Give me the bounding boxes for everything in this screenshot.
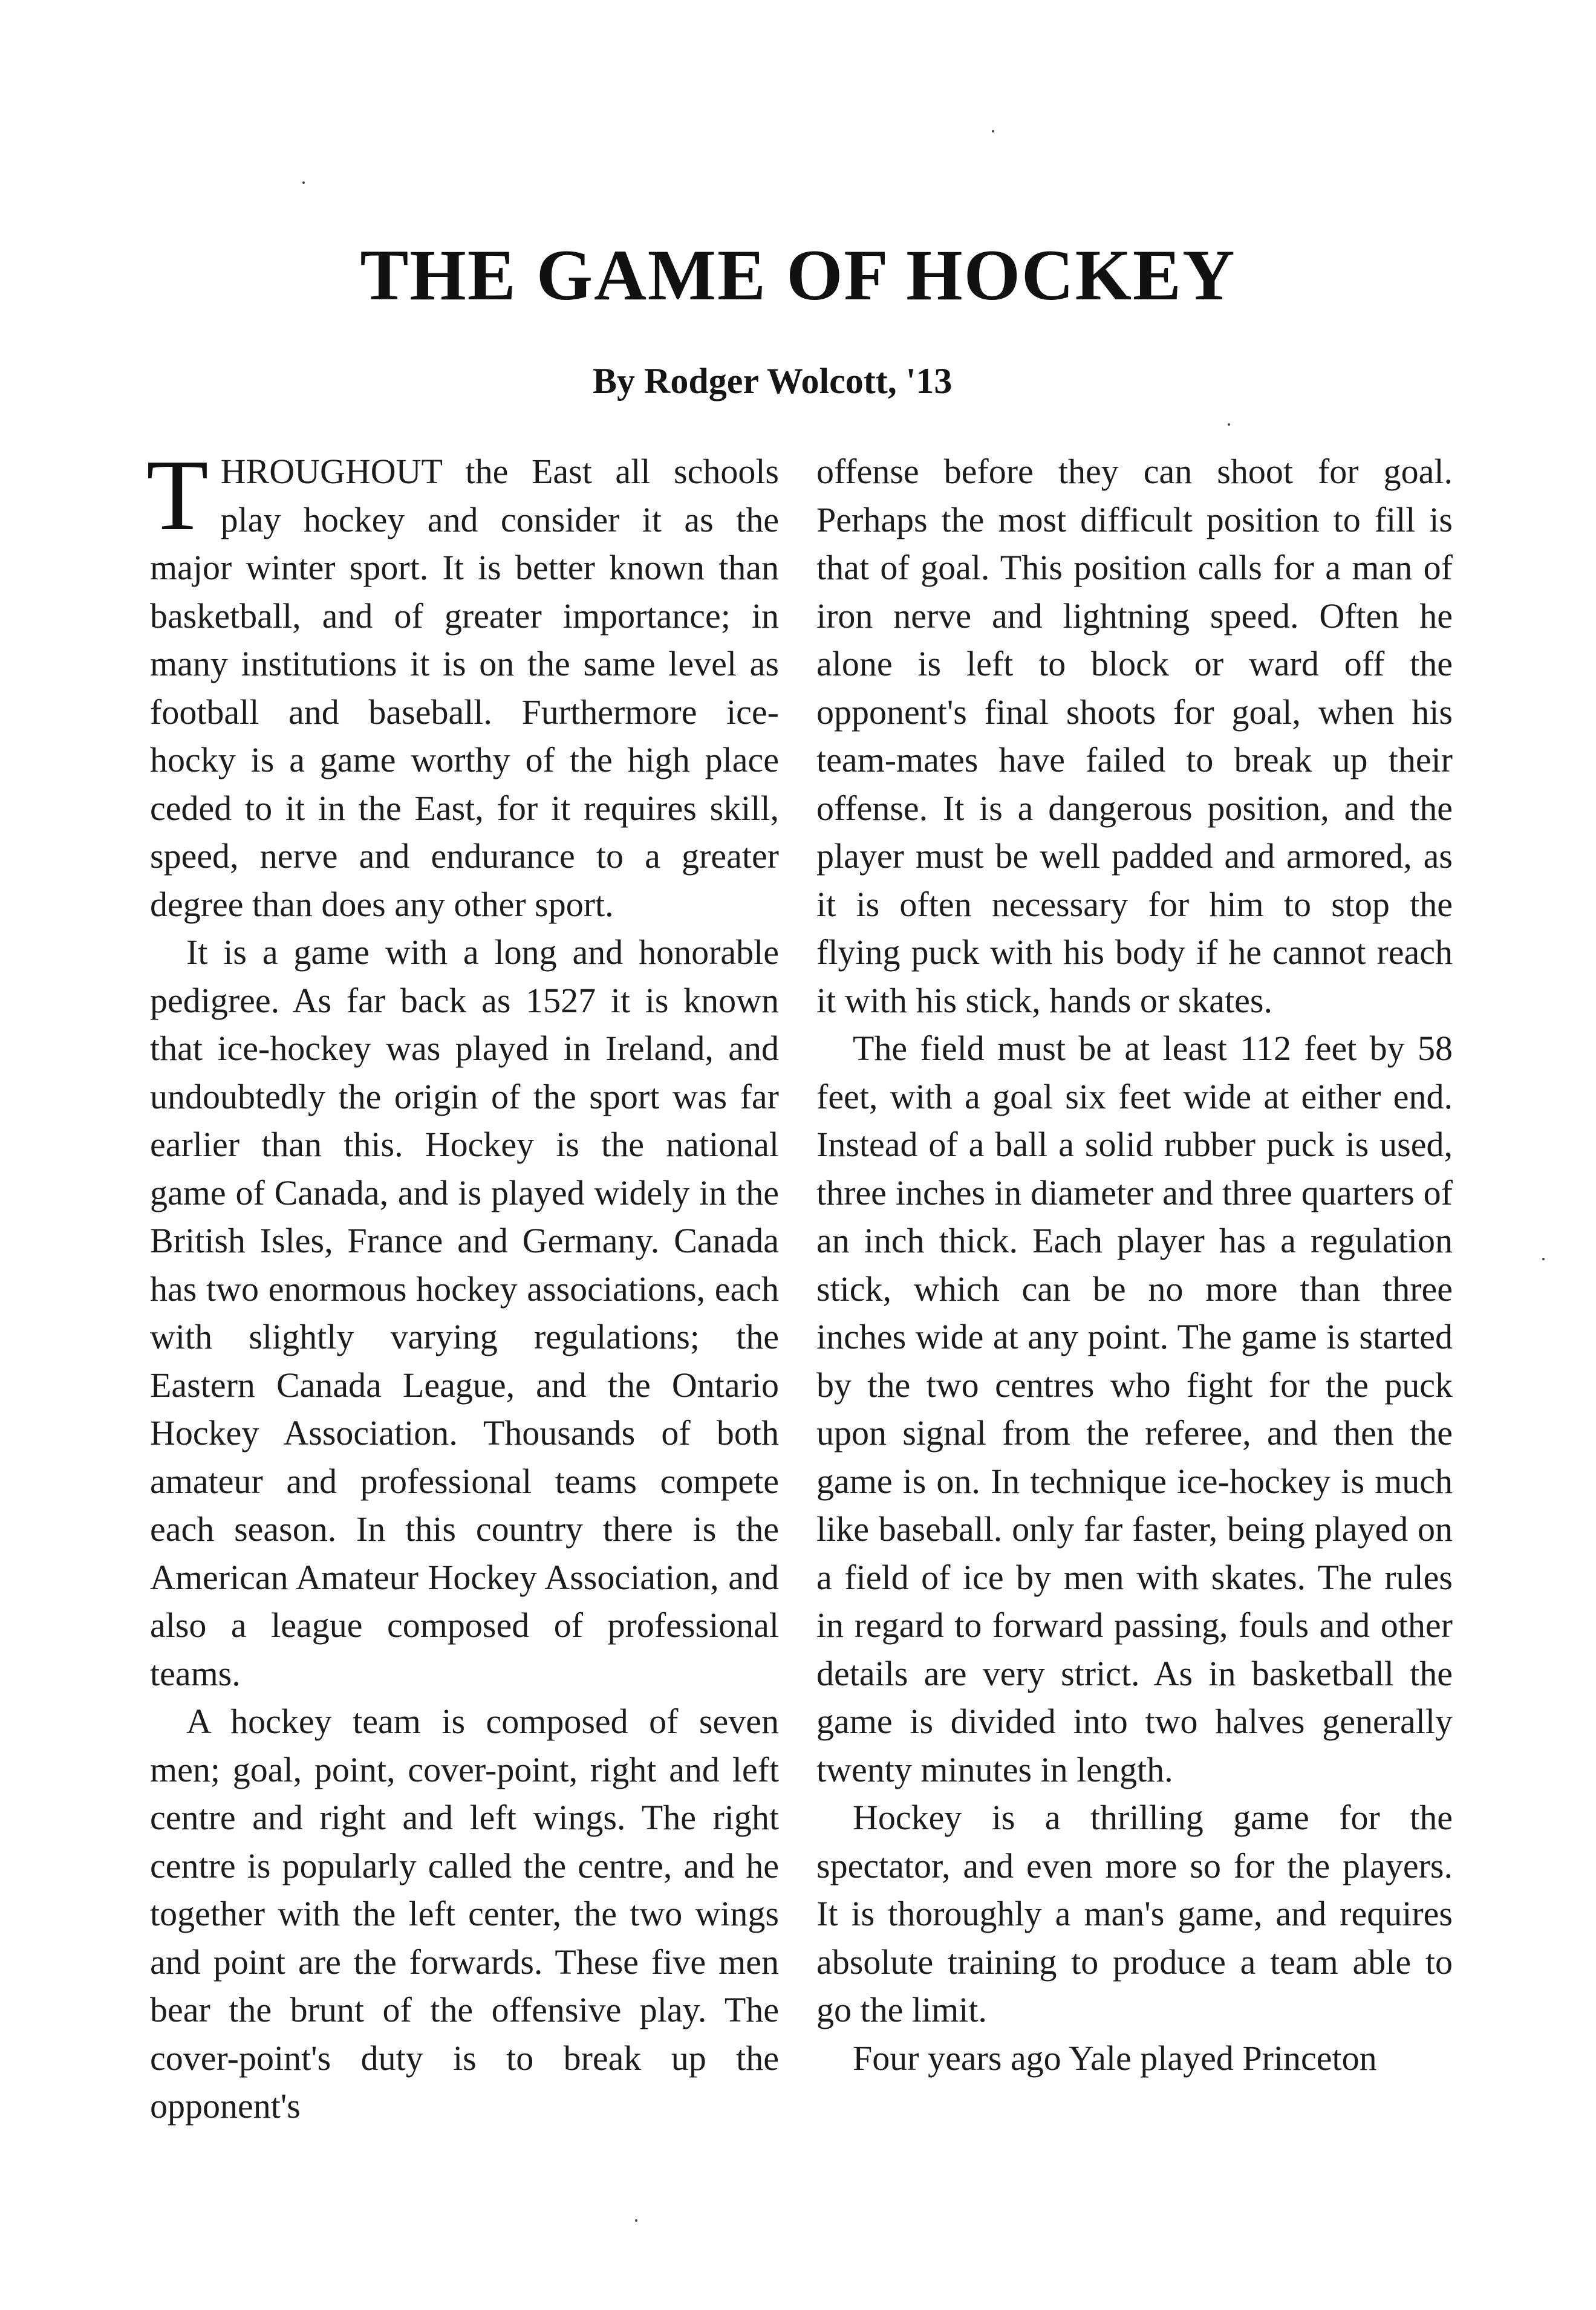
article-title: THE GAME OF HOCKEY bbox=[360, 235, 1236, 315]
drop-cap: T bbox=[146, 439, 209, 551]
paragraph-3: A hockey team is composed of seven men; goal, point, cover-point, right and left centre and right and left wings. The right centre is popularly called the centre, and he together with the left center, the two wings and point are the forwards. These five men bear the brunt of the offensive play. The cover-point's duty is to break up the opponent's bbox=[150, 1702, 779, 2126]
paragraph-1-text: HROUGHOUT the East all schools play hockey and consider it as the major winter sport. It is better known than basketball, and of greater importance; in many institutions it is on the same level as football and baseball. Furthermore ice-hocky is a game worthy of the high place ceded to it in the East, for it requires skill, speed, nerve and endurance to a greater degree than does any other sport. bbox=[150, 452, 779, 924]
right-column bbox=[816, 447, 1453, 2082]
paragraph-1 bbox=[146, 439, 779, 928]
scan-speck bbox=[1542, 1258, 1545, 1260]
article-byline: By Rodger Wolcott, '13 bbox=[593, 361, 953, 401]
paragraph-6: Hockey is a thrilling game for the spectator, and even more so for the players. It is thoroughly a man's game, and requires absolute training to produce a team able to go the limit. bbox=[816, 1798, 1453, 2029]
paragraph-7: Four years ago Yale played Princeton bbox=[853, 2038, 1377, 2078]
scan-speck bbox=[302, 181, 305, 184]
scan-speck bbox=[992, 130, 994, 132]
paragraph-5: The field must be at least 112 feet by 58 feet, with a goal six feet wide at either end. Instead of a ball a solid rubber puck is used, three inches in diameter and three quarters of an inch thick. Each player has a regulation stick, which can be no more than three inches wide at any point. The game is started by the two centres who fight for the puck upon signal from the referee, and then the game is on. In technique ice-hockey is much like baseball. only far faster, being played on a field of ice by men with skates. The rules in regard to forward passing, fouls and other details are very strict. As in basketball the game is divided into two halves generally twenty minutes in length. bbox=[816, 1029, 1453, 1789]
left-column bbox=[146, 439, 779, 2130]
paragraph-4-continued: offense before they can shoot for goal. Perhaps the most difficult position to fill is that of goal. This position calls for a man of iron nerve and lightning speed. Often he alone is left to block or ward off the opponent's final shoots for goal, when his team-mates have failed to break up their offense. It is a dangerous position, and the player must be well padded and armored, as it is often necessary for him to stop the flying puck with his body if he cannot reach it with his stick, hands or skates. bbox=[816, 452, 1453, 1020]
scan-speck bbox=[635, 2219, 637, 2222]
scan-speck bbox=[1228, 423, 1230, 426]
paragraph-2: It is a game with a long and honorable pedigree. As far back as 1527 it is known that ice-hockey was played in Ireland, and undoubtedly the origin of the sport was far earlier than this. Hockey is the national game of Canada, and is played widely in the British Isles, France and Germany. Canada has two enormous hockey associations, each with slightly varying regulations; the Eastern Canada League, and the Ontario Hockey Association. Thousands of both amateur and professional teams compete each season. In this country there is the American Amateur Hockey Association, and also a league composed of professional teams. bbox=[150, 932, 779, 1693]
